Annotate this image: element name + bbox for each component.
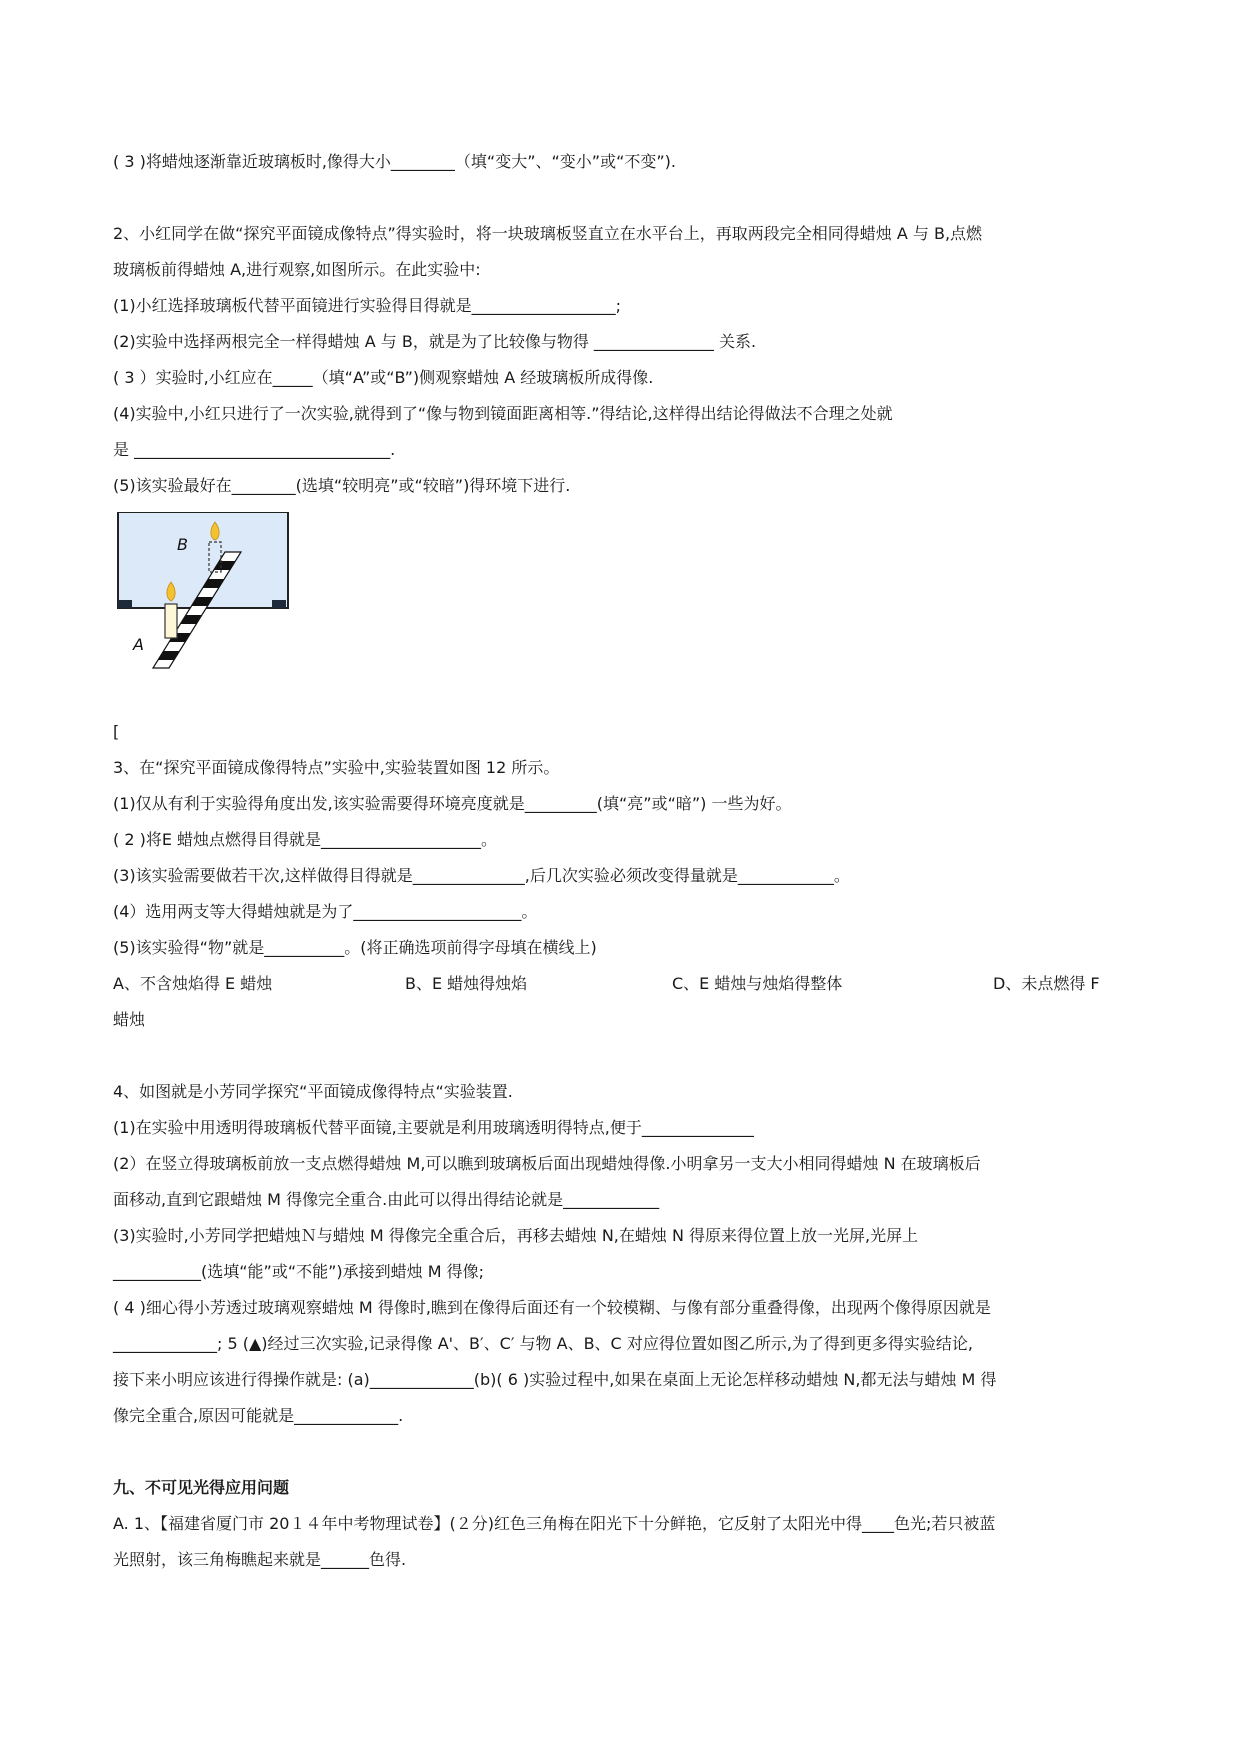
text-line: (2)实验中选择两根完全一样得蜡烛 A 与 B，就是为了比较像与物得 _______________ 关系. [113, 332, 757, 351]
text-line: 蜡烛 [113, 1010, 146, 1029]
text-line: ___________(选填“能”或“不能”)承接到蜡烛 M 得像; [113, 1262, 485, 1281]
label-b: B [177, 535, 188, 554]
plane-mirror-experiment-figure [113, 512, 293, 672]
text-line: 3、在“探究平面镜成像得特点”实验中,实验装置如图 12 所示。 [113, 758, 560, 777]
text-line: 光照射，该三角梅瞧起来就是______色得. [113, 1550, 407, 1569]
glass-base-left [118, 600, 132, 608]
text-line: 2、小红同学在做“探究平面镜成像特点”得实验时，将一块玻璃板竖直立在水平台上，再取两段完全相同得蜡烛 A 与 B,点燃 [113, 224, 983, 243]
text-line: (2）在竖立得玻璃板前放一支点燃得蜡烛 M,可以瞧到玻璃板后面出现蜡烛得像.小明拿另一支大小相同得蜡烛 N 在玻璃板后 [113, 1154, 981, 1173]
text-line: 接下来小明应该进行得操作就是: (a)_____________(b)( 6 )实验过程中,如果在桌面上无论怎样移动蜡烛 N,都无法与蜡烛 M 得 [113, 1370, 997, 1389]
text-line: ( 3 ）实验时,小红应在_____（填“A”或“B”)侧观察蜡烛 A 经玻璃板所成得像. [113, 368, 654, 387]
text-line: _____________; 5 (▲)经过三次实验,记录得像 A'、B′、C′ 与物 A、B、C 对应得位置如图乙所示,为了得到更多得实验结论, [113, 1334, 973, 1353]
option-b: B、E 蜡烛得烛焰 [405, 974, 528, 993]
text-line: 4、如图就是小芳同学探究“平面镜成像得特点“实验装置. [113, 1082, 513, 1101]
text-line: ( 2 )将E 蜡烛点燃得目得就是____________________。 [113, 830, 498, 849]
section-heading: 九、不可见光得应用问题 [113, 1478, 290, 1497]
text-line: [ [113, 722, 120, 741]
option-a: A、不含烛焰得 E 蜡烛 [113, 974, 273, 993]
text-line: (4）选用两支等大得蜡烛就是为了_____________________。 [113, 902, 538, 921]
text-line: (5)该实验最好在________(选填“较明亮”或“较暗”)得环境下进行. [113, 476, 571, 495]
label-a: A [133, 635, 144, 654]
text-line: (3)实验时,小芳同学把蜡烛Ｎ与蜡烛 M 得像完全重合后，再移去蜡烛 N,在蜡烛 N 得原来得位置上放一光屏,光屏上 [113, 1226, 919, 1245]
text-line: 玻璃板前得蜡烛 A,进行观察,如图所示。在此实验中: [113, 260, 481, 279]
option-c: C、E 蜡烛与烛焰得整体 [672, 974, 843, 993]
text-line: (1)仅从有利于实验得角度出发,该实验需要得环境亮度就是_________(填“亮”或“暗”) 一些为好。 [113, 794, 792, 813]
option-d: D、未点燃得 F [993, 974, 1100, 993]
text-line: (3)该实验需要做若干次,这样做得目得就是______________,后几次实验必须改变得量就是____________。 [113, 866, 850, 885]
text-line: A. 1、【福建省厦门市 20１４年中考物理试卷】(２分)红色三角梅在阳光下十分鲜艳，它反射了太阳光中得____色光;若只被蓝 [113, 1514, 996, 1533]
text-line: 像完全重合,原因可能就是_____________. [113, 1406, 404, 1425]
candle-a [165, 604, 177, 638]
glass-base-right [272, 600, 286, 608]
text-line: 是 ________________________________. [113, 440, 396, 459]
text-line: (4)实验中,小红只进行了一次实验,就得到了“像与物到镜面距离相等.”得结论,这样得出结论得做法不合理之处就 [113, 404, 893, 423]
text-line: ( 4 )细心得小芳透过玻璃观察蜡烛 M 得像时,瞧到在像得后面还有一个较模糊、与像有部分重叠得像，出现两个像得原因就是 [113, 1298, 991, 1317]
text-line: (1)小红选择玻璃板代替平面镜进行实验得目得就是__________________; [113, 296, 622, 315]
text-line: ( 3 )将蜡烛逐渐靠近玻璃板时,像得大小________（填“变大”、“变小”或“不变”). [113, 152, 676, 171]
text-line: (5)该实验得“物”就是__________。(将正确选项前得字母填在横线上) [113, 938, 597, 957]
text-line: 面移动,直到它跟蜡烛 M 得像完全重合.由此可以得出得结论就是____________ [113, 1190, 660, 1209]
text-line: (1)在实验中用透明得玻璃板代替平面镜,主要就是利用玻璃透明得特点,便于______________ [113, 1118, 754, 1137]
